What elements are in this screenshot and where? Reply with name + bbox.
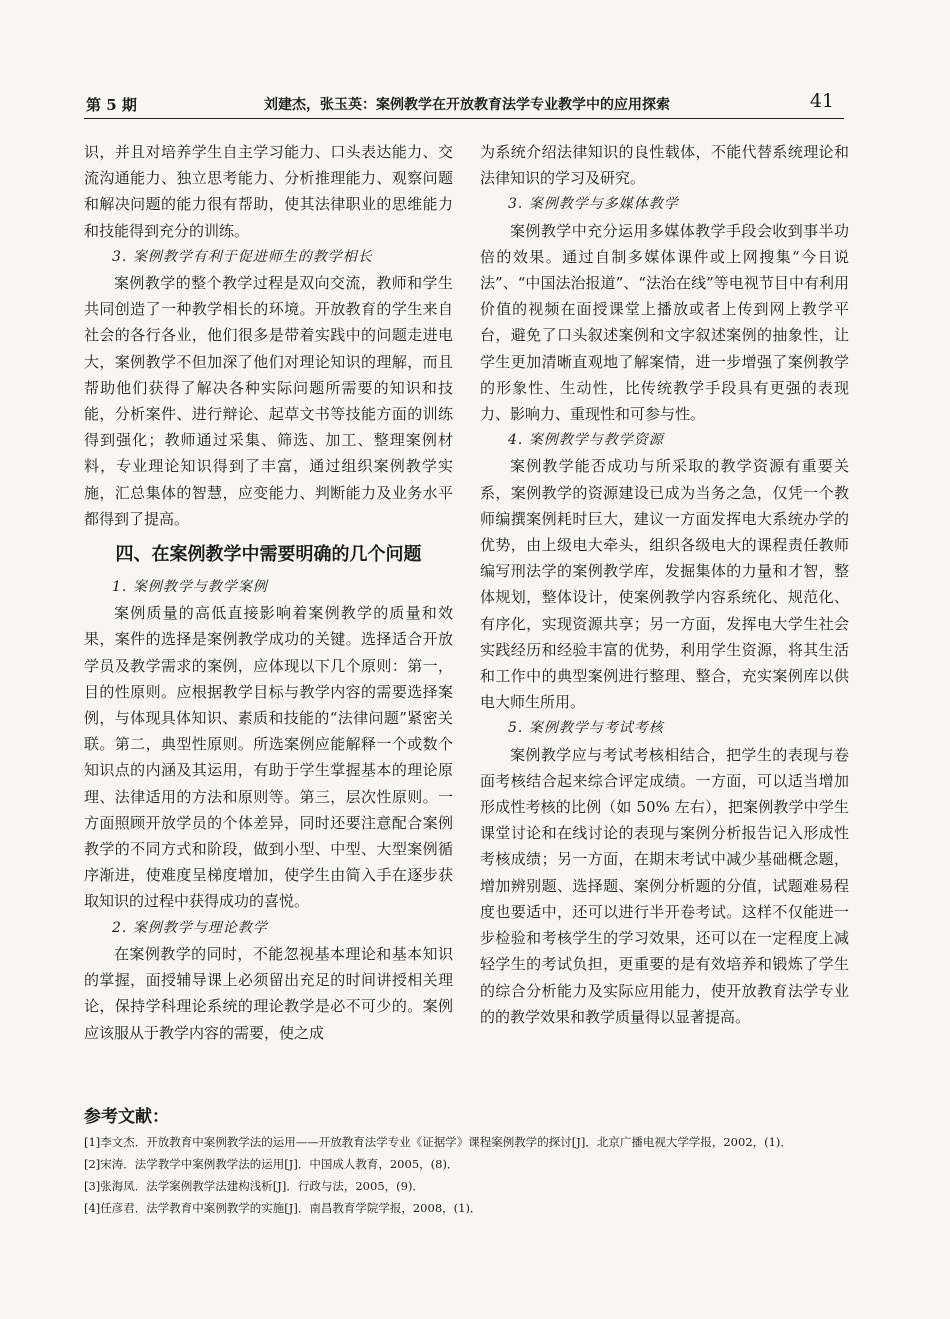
reference-item: [3]张海凤．法学案例教学法建构浅析[J]．行政与法，2005，(9)． [84, 1179, 424, 1193]
section-heading: 四、在案例教学中需要明确的几个问题 [115, 544, 422, 566]
running-title: 刘建杰，张玉英：案例教学在开放教育法学专业教学中的应用探索 [264, 97, 670, 113]
paragraph: 案例教学能否成功与所采取的教学资源有重要关系，案例教学的资源建设已成为当务之急，仅凭一个教师编撰案例耗时巨大，建议一方面发挥电大系统办学的优势，由上级电大牵头，组织各级电大的课程责任教师编写刑法学的案例教学库，发掘集体的力量和才智，整体规划，整体设计，使案例教学内容系统化、规范化、有序化，实现资源共享；另一方面，发挥电大学生社会实践经历和经验丰富的优势，利用学生资源，将其生活和工作中的典型案例进行整理、整合，充实案例库以供电大师生所用。 [480, 457, 849, 712]
reference-item: [4]任彦君．法学教育中案例教学的实施[J]．南昌教育学院学报，2008，(1)． [84, 1201, 482, 1215]
paragraph: 案例教学中充分运用多媒体教学手段会收到事半功倍的效果。通过自制多媒体课件或上网搜集“今日说法”、“中国法治报道”、“法治在线”等电视节目中有利用价值的视频在面授课堂上播放或者上传到网上教学平台，避免了口头叙述案例和文字叙述案例的抽象性，让学生更加清晰直观地了解案情，进一步增强了案例教学的形象性、生动性，比传统教学手段具有更强的表现力、影响力、重现性和可参与性。 [480, 221, 849, 424]
subheading: 3. 案例教学与多媒体教学 [508, 196, 679, 213]
paragraph: 案例教学的整个教学过程是双向交流，教师和学生共同创造了一种教学相长的环境。开放教育的学生来自社会的各行各业，他们很多是带着实践中的问题走进电大，案例教学不但加深了他们对理论知识的理解，而且帮助他们获得了解决各种实际问题所需要的知识和技能，分析案件、进行辩论、起草文书等技能方面的训练得到强化；教师通过采集、筛选、加工、整理案例材料，专业理论知识得到了丰富，通过组织案例教学实施，汇总集体的智慧，应变能力、判断能力及业务水平都得到了提高。 [84, 274, 453, 528]
reference-item: [2]宋涛．法学教学中案例教学法的运用[J]．中国成人教育，2005，(8)． [84, 1157, 459, 1171]
reference-list [84, 1131, 864, 1219]
paragraph: 在案例教学的同时，不能忽视基本理论和基本知识的掌握，面授辅导课上必须留出充足的时间讲授相关理论，保持学科理论系统的理论教学是必不可少的。案例应该服从于教学内容的需要，使之成 [84, 944, 453, 1042]
subheading: 2. 案例教学与理论教学 [112, 919, 268, 936]
subheading: 1. 案例教学与教学案例 [112, 579, 268, 596]
reference-item: [1]李文杰．开放教育中案例教学法的运用——开放教育法学专业《证据学》课程案例教学的探讨[J]．北京广播电视大学学报，2002，(1)． [84, 1135, 792, 1149]
right-column [480, 139, 849, 1030]
subheading: 5. 案例教学与考试考核 [508, 720, 664, 737]
references [84, 1102, 864, 1219]
paragraph: 案例教学应与考试考核相结合，把学生的表现与卷面考核结合起来综合评定成绩。一方面，可以适当增加形成性考核的比例（如 50% 左右），把案例教学中学生课堂讨论和在线讨论的表现与案例分析报告记入形成性考核成绩；另一方面，在期末考试中减少基础概念题，增加辨别题、选择题、案例分析题的分值，试题难易程度也要适中，还可以进行半开卷考试。这样不仅能进一步检验和考核学生的学习效果，还可以在一定程度上减轻学生的考试负担，更重要的是有效培养和锻炼了学生的综合分析能力及实际应用能力，使开放教育法学专业的的教学效果和教学质量得以显著提高。 [480, 745, 849, 1026]
subheading: 3. 案例教学有利于促进师生的教学相长 [112, 248, 373, 265]
running-header [84, 92, 844, 119]
page-number: 41 [809, 90, 834, 112]
paragraph: 为系统介绍法律知识的良性载体，不能代替系统理论和法律知识的学习及研究。 [480, 143, 849, 188]
left-column [84, 139, 453, 1046]
issue-number: 第 5 期 [86, 96, 137, 114]
paragraph: 案例质量的高低直接影响着案例教学的质量和效果，案件的选择是案例教学成功的关键。选择适合开放学员及教学需求的案例，应体现以下几个原则：第一，目的性原则。应根据教学目标与教学内容的需要选择案例，与体现具体知识、素质和技能的“法律问题”紧密关联。第二，典型性原则。所选案例应能解释一个或数个知识点的内涵及其运用，有助于学生掌握基本的理论原理、法律适用的方法和原则等。第三，层次性原则。一方面照顾开放学员的个体差异，同时还要注意配合案例教学的不同方式和阶段，做到小型、中型、大型案例循序渐进，使难度呈梯度增加，使学生由简入手在逐步获取知识的过程中获得成功的喜悦。 [84, 604, 453, 911]
subheading: 4. 案例教学与教学资源 [508, 432, 664, 449]
paragraph: 识，并且对培养学生自主学习能力、口头表达能力、交流沟通能力、独立思考能力、分析推理能力、观察问题和解决问题的能力很有帮助，使其法律职业的思维能力和技能得到充分的训练。 [84, 143, 453, 240]
references-title: 参考文献： [84, 1107, 169, 1127]
